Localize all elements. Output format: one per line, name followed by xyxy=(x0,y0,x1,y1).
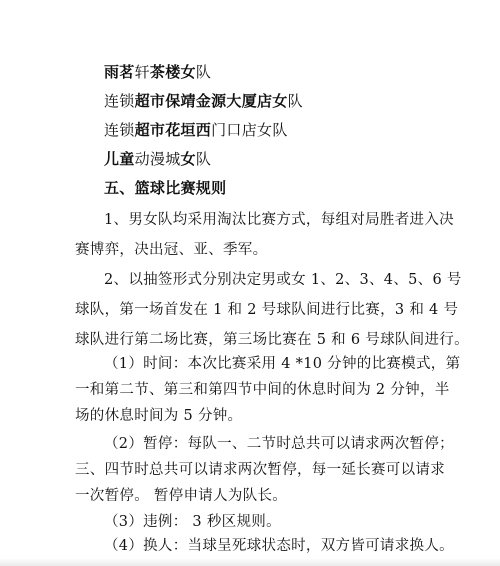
substitution-line: （4）换人：当球呈死球状态时，双方皆可请求换人。 xyxy=(104,538,454,554)
team-1-bold2: 茶楼女 xyxy=(149,63,196,81)
bottom-edge-shadow xyxy=(0,558,500,566)
pause-line-3: 一次暂停。 暂停申请人为队长。 xyxy=(75,488,288,504)
team-3-normal: 连锁 xyxy=(104,121,135,139)
rule-2-line-3: 球队进行第二场比赛，第三场比赛在 5 和 6 号球队间进行。 xyxy=(75,332,469,348)
team-2-tail: 队 xyxy=(287,92,303,110)
team-4-normal: 动漫城 xyxy=(134,150,181,168)
time-line-1: （1）时间：本次比赛采用 4 *10 分钟的比赛模式，第 xyxy=(104,356,461,372)
time-line-2: 一和第二节、第三和第四节中间的休息时间为 2 分钟，半 xyxy=(75,382,450,398)
team-line-2 xyxy=(104,91,303,111)
rule-1-line-2: 赛博弈，决出冠、亚、季军。 xyxy=(75,242,268,258)
team-1-bold: 雨茗 xyxy=(104,63,135,81)
team-4-bold2: 女 xyxy=(180,150,196,168)
rule-2-line-2: 球队，第一场首发在 1 和 2 号球队间进行比赛，3 和 4 号 xyxy=(75,302,459,318)
team-line-3 xyxy=(104,120,288,140)
team-3-bold2: 超市花垣西 xyxy=(134,121,212,139)
pause-line-2: 三、四节时总共可以请求两次暂停，每一延长赛可以请求 xyxy=(75,462,445,478)
rule-1-line-1: 1、男女队均采用淘汰比赛方式，每组对局胜者进入决 xyxy=(104,212,454,228)
team-2-normal: 连锁 xyxy=(104,92,135,110)
time-line-3: 场的休息时间为 5 分钟。 xyxy=(75,408,243,424)
pause-line-1: （2）暂停：每队一、二节时总共可以请求两次暂停； xyxy=(104,436,454,452)
team-1-normal: 轩 xyxy=(134,63,150,81)
violation-line: （3）违例： 3 秒区规则。 xyxy=(104,514,281,530)
team-line-1 xyxy=(104,62,211,82)
team-4-tail: 队 xyxy=(195,150,212,168)
team-3-tail: 门口店女队 xyxy=(211,121,288,139)
team-2-bold2: 超市保靖金源大厦店女 xyxy=(134,92,288,110)
team-4-bold: 儿童 xyxy=(104,150,135,168)
team-line-4 xyxy=(104,149,211,169)
team-1-tail: 队 xyxy=(195,63,212,81)
section-heading: 五、篮球比赛规则 xyxy=(104,179,227,197)
rule-2-line-1: 2、以抽签形式分别决定男或女 1、2、3、4、5、6 号 xyxy=(104,272,462,288)
